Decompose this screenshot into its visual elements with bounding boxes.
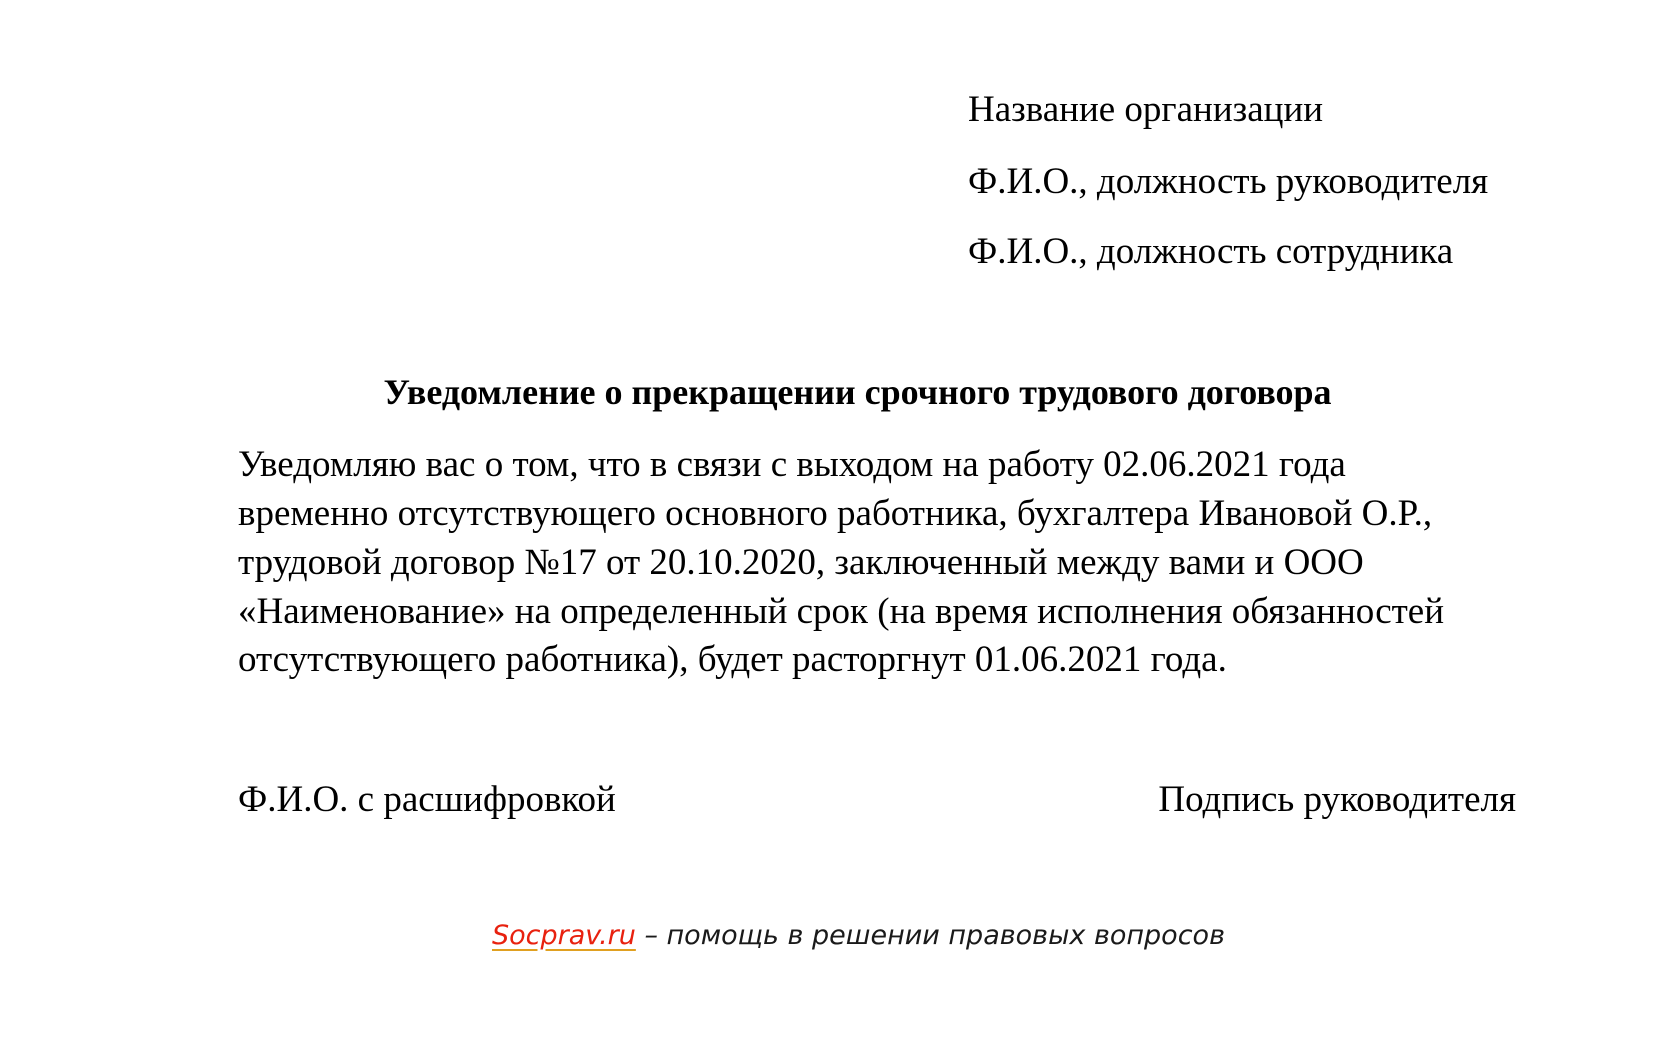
signature-head-caption: Подпись руководителя (1158, 779, 1516, 820)
body-line: отсутствующего работника), будет расторгнут 01.06.2021 года. (238, 639, 1227, 680)
site-link[interactable]: Socprav.ru (492, 920, 636, 951)
addressee-organization: Название организации (968, 89, 1324, 130)
body-line: трудовой договор №17 от 20.10.2020, заключенный между вами и ООО (238, 542, 1364, 583)
body-line: Уведомляю вас о том, что в связи с выходом на работу 02.06.2021 года (238, 444, 1346, 485)
footer-tagline: – помощь в решении правовых вопросов (635, 920, 1225, 951)
document-title: Уведомление о прекращении срочного трудового договора (383, 372, 1332, 412)
body-line: «Наименование» на определенный срок (на время исполнения обязанностей (238, 591, 1445, 632)
body-line: временно отсутствующего основного работника, бухгалтера Ивановой О.Р., (238, 493, 1433, 534)
addressee-head: Ф.И.О., должность руководителя (968, 161, 1489, 202)
addressee-employee: Ф.И.О., должность сотрудника (968, 231, 1454, 272)
footer (492, 918, 1225, 954)
signature-name-caption: Ф.И.О. с расшифровкой (238, 779, 616, 820)
